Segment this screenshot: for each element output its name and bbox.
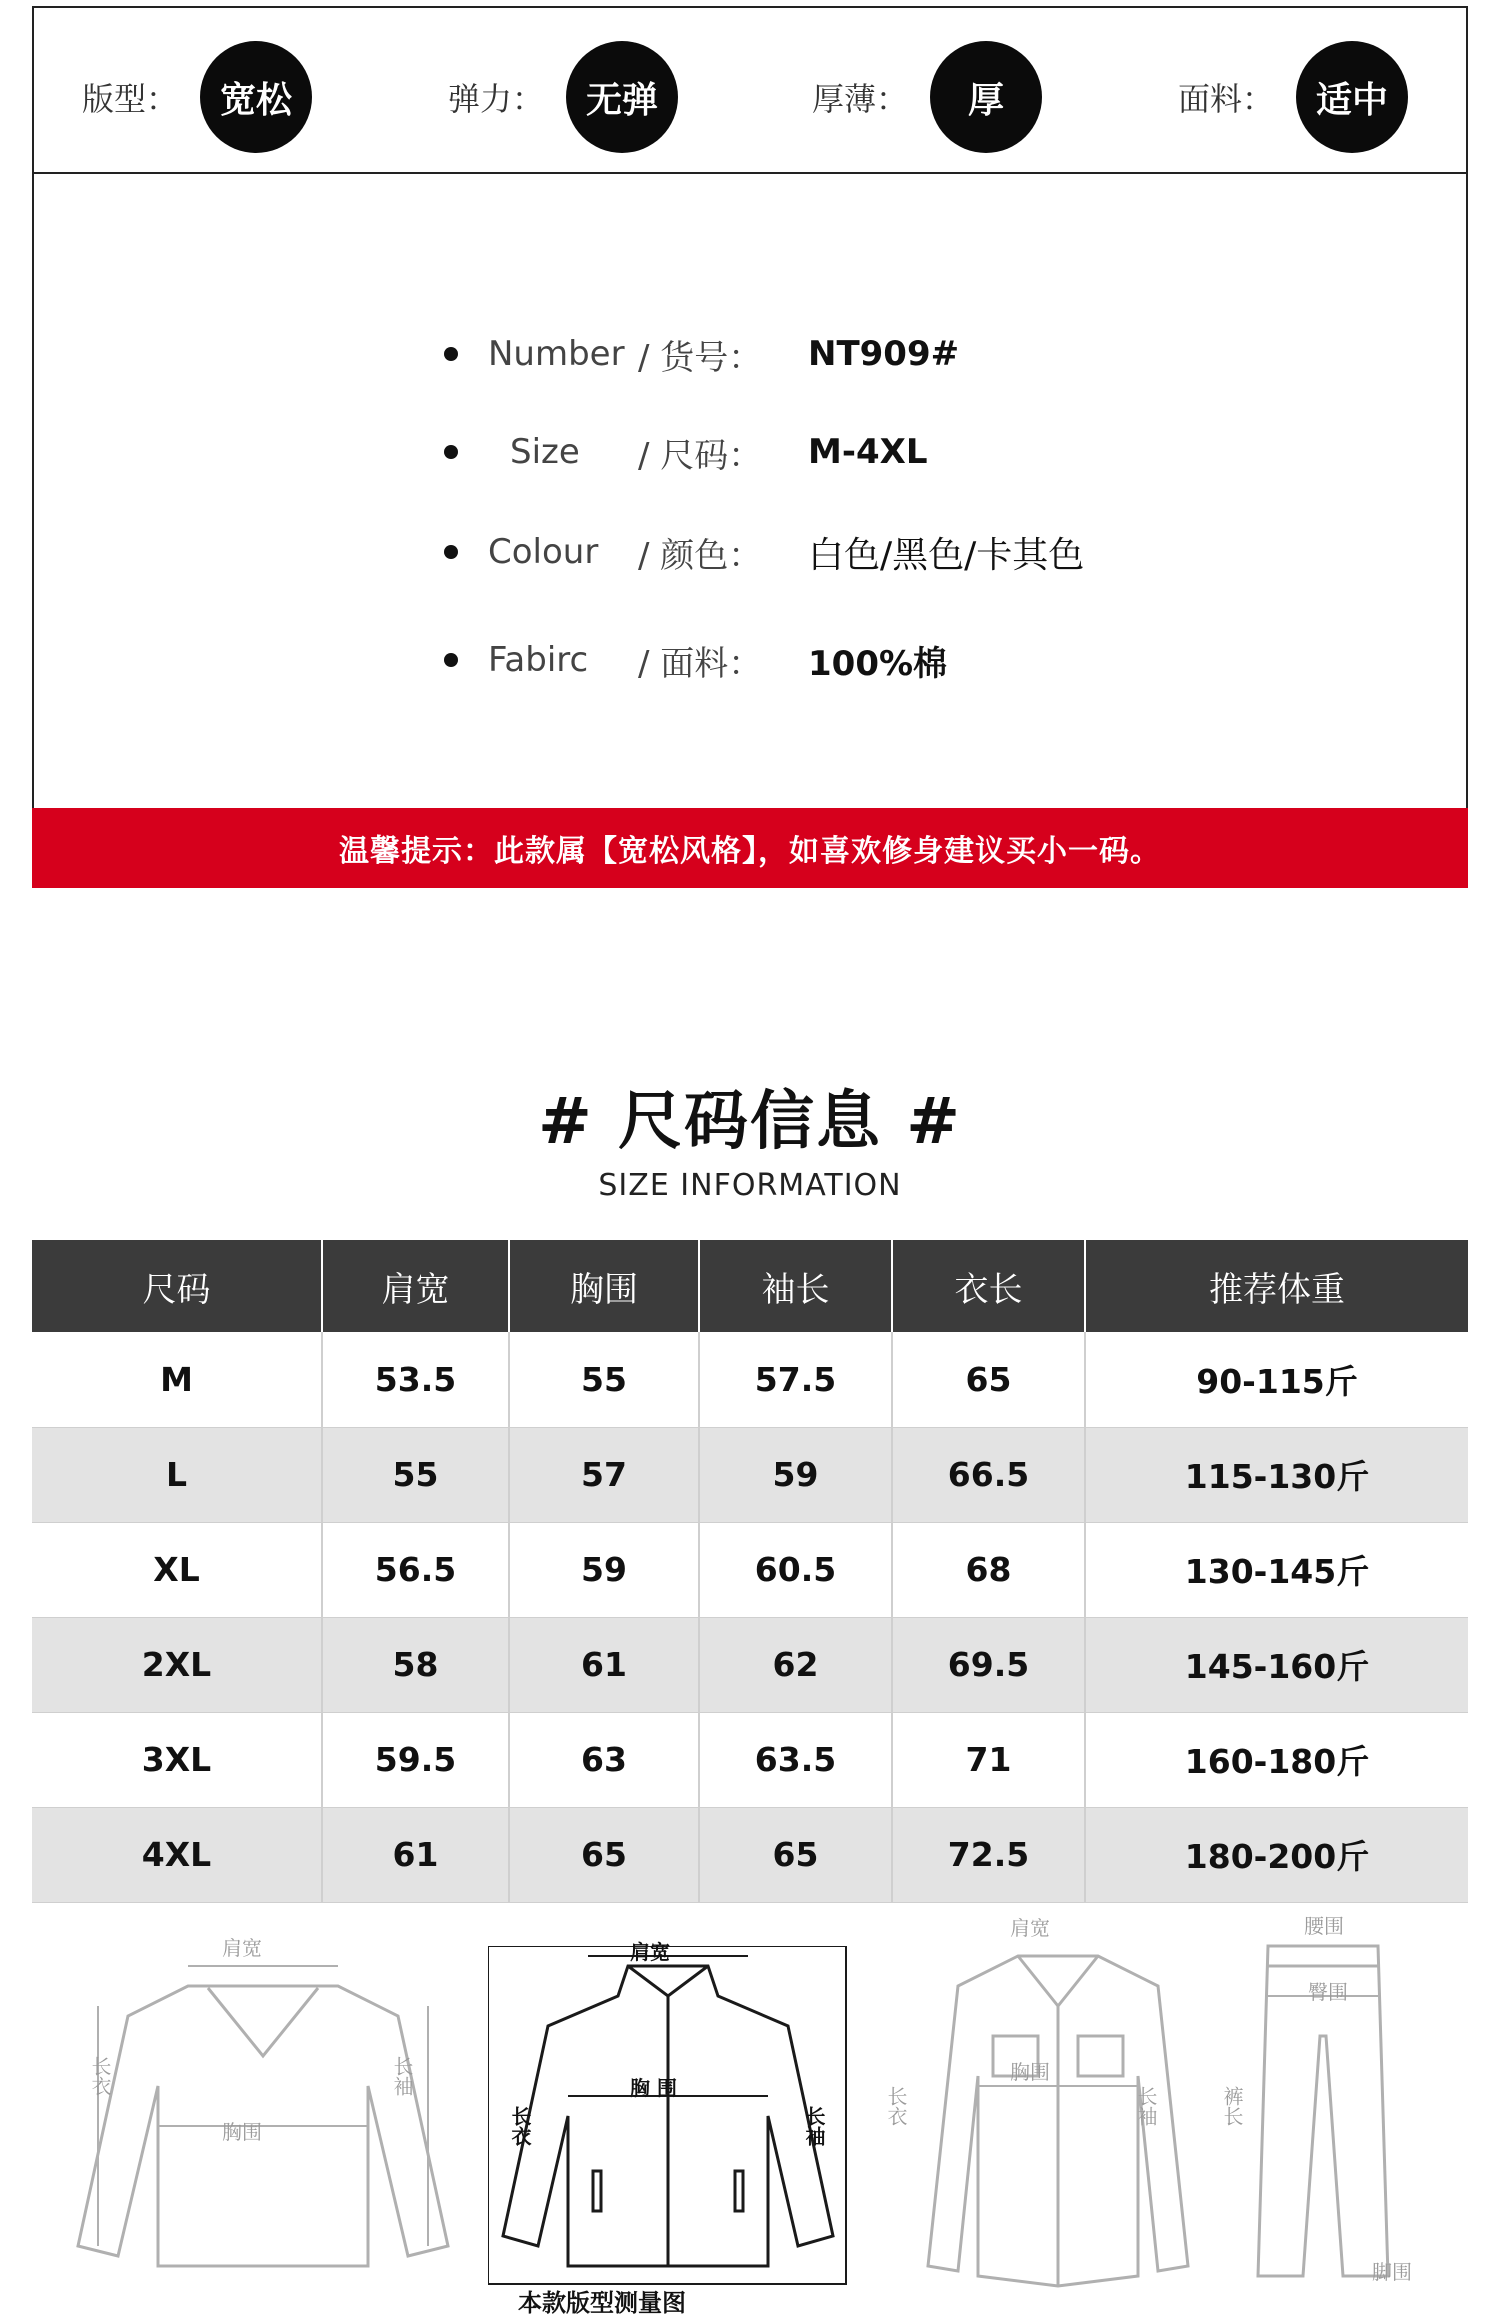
table-cell: 53.5 [322, 1332, 509, 1427]
shirt-shoulder-label: 肩宽 [1010, 1916, 1050, 1940]
table-cell: 66.5 [892, 1427, 1085, 1522]
table-cell: 160-180斤 [1085, 1712, 1468, 1807]
attribute-badge: 适中 [1296, 41, 1408, 153]
table-cell: 55 [509, 1332, 699, 1427]
spec-value: M-4XL [808, 432, 928, 472]
column-header: 胸围 [509, 1240, 699, 1332]
spec-label-cn: / 面料： [638, 643, 763, 684]
diagram-caption: 本款版型测量图 [518, 2289, 686, 2317]
column-header: 尺码 [32, 1240, 322, 1332]
spec-size [444, 422, 927, 482]
table-cell: 2XL [32, 1617, 322, 1712]
table-cell: 130-145斤 [1085, 1522, 1468, 1617]
column-header: 肩宽 [322, 1240, 509, 1332]
shirt-chest-label: 胸围 [1010, 2060, 1050, 2084]
column-header: 衣长 [892, 1240, 1085, 1332]
section-subtitle: SIZE INFORMATION [598, 1168, 902, 1203]
table-cell: L [32, 1427, 322, 1522]
table-row [32, 1807, 1468, 1902]
table-row [32, 1617, 1468, 1712]
table-cell: 72.5 [892, 1807, 1085, 1902]
table-cell: 115-130斤 [1085, 1427, 1468, 1522]
attribute-badge: 厚 [930, 41, 1042, 153]
table-cell: 62 [699, 1617, 892, 1712]
table-cell: 60.5 [699, 1522, 892, 1617]
table-cell: 68 [892, 1522, 1085, 1617]
attribute-label: 版型： [82, 80, 179, 118]
spec-label-en: Colour [488, 532, 599, 572]
table-cell: 59 [699, 1427, 892, 1522]
table-cell: 59.5 [322, 1712, 509, 1807]
table-cell: 57.5 [699, 1332, 892, 1427]
table-header-row [32, 1240, 1468, 1332]
jacket-diagram-icon [488, 1946, 848, 2286]
spec-fabric [444, 630, 947, 690]
attribute-label: 厚薄： [812, 80, 909, 118]
table-cell: 4XL [32, 1807, 322, 1902]
spec-list [34, 178, 1466, 808]
attribute-fit [82, 42, 312, 152]
sweater-sleeve-label: 长袖 [390, 2056, 414, 2096]
section-title: # 尺码信息 # [538, 1085, 962, 1159]
table-cell: 65 [699, 1807, 892, 1902]
spec-number [444, 324, 959, 384]
shirt-length-label: 长衣 [884, 2086, 908, 2126]
table-cell: 69.5 [892, 1617, 1085, 1712]
pants-hem-label: 脚围 [1372, 2260, 1412, 2284]
attribute-elasticity [448, 42, 678, 152]
table-cell: 65 [892, 1332, 1085, 1427]
spec-label-en: Number [488, 334, 625, 374]
spec-label-cn: / 尺码： [638, 435, 763, 476]
spec-label-en: Size [510, 432, 580, 472]
table-cell: 61 [509, 1617, 699, 1712]
jacket-chest-label: 胸 围 [630, 2076, 677, 2100]
shirt-sleeve-label: 长袖 [1134, 2086, 1158, 2126]
attribute-label: 面料： [1178, 80, 1275, 118]
table-row [32, 1712, 1468, 1807]
table-row [32, 1427, 1468, 1522]
attribute-thickness [812, 42, 1042, 152]
table-cell: 61 [322, 1807, 509, 1902]
size-table [32, 1240, 1468, 1903]
table-cell: 58 [322, 1617, 509, 1712]
spec-colour [444, 522, 1084, 582]
column-header: 推荐体重 [1085, 1240, 1468, 1332]
jacket-length-label: 长衣 [508, 2106, 532, 2146]
attribute-label: 弹力： [448, 80, 545, 118]
attribute-fabric [1178, 42, 1408, 152]
attribute-badge: 宽松 [200, 41, 312, 153]
table-row [32, 1522, 1468, 1617]
product-info-panel [32, 6, 1468, 888]
jacket-sleeve-label: 长袖 [802, 2106, 826, 2146]
table-cell: 57 [509, 1427, 699, 1522]
table-cell: 59 [509, 1522, 699, 1617]
shirt-diagram-icon [908, 1926, 1208, 2296]
table-cell: XL [32, 1522, 322, 1617]
sweater-length-label: 长衣 [88, 2056, 112, 2096]
bullet-icon [444, 445, 458, 459]
tip-banner: 温馨提示：此款属【宽松风格】，如喜欢修身建议买小一码。 [32, 808, 1468, 888]
table-cell: M [32, 1332, 322, 1427]
sweater-shoulder-label: 肩宽 [222, 1936, 262, 1960]
sweater-chest-label: 胸围 [222, 2120, 262, 2144]
table-cell: 63 [509, 1712, 699, 1807]
pants-waist-label: 腰围 [1304, 1914, 1344, 1938]
spec-value: 白色/黑色/卡其色 [808, 534, 1085, 576]
spec-label-en: Fabirc [488, 640, 589, 680]
bullet-icon [444, 653, 458, 667]
table-cell: 63.5 [699, 1712, 892, 1807]
bullet-icon [444, 545, 458, 559]
pants-hip-label: 臀围 [1308, 1980, 1348, 2004]
table-cell: 180-200斤 [1085, 1807, 1468, 1902]
table-row [32, 1332, 1468, 1427]
bullet-icon [444, 347, 458, 361]
column-header: 袖长 [699, 1240, 892, 1332]
attribute-badge: 无弹 [566, 41, 678, 153]
table-cell: 3XL [32, 1712, 322, 1807]
pants-length-label: 裤长 [1220, 2086, 1244, 2126]
table-cell: 65 [509, 1807, 699, 1902]
table-cell: 90-115斤 [1085, 1332, 1468, 1427]
spec-label-cn: / 货号： [638, 337, 763, 378]
sweater-diagram-icon [68, 1946, 458, 2276]
table-cell: 55 [322, 1427, 509, 1522]
spec-value: NT909# [808, 334, 960, 374]
spec-label-cn: / 颜色： [638, 535, 763, 576]
attribute-row [34, 8, 1466, 174]
table-cell: 145-160斤 [1085, 1617, 1468, 1712]
jacket-shoulder-label: 肩宽 [630, 1940, 670, 1964]
spec-value: 100%棉 [808, 643, 948, 684]
measurement-diagrams [32, 1906, 1468, 2322]
table-cell: 71 [892, 1712, 1085, 1807]
table-cell: 56.5 [322, 1522, 509, 1617]
